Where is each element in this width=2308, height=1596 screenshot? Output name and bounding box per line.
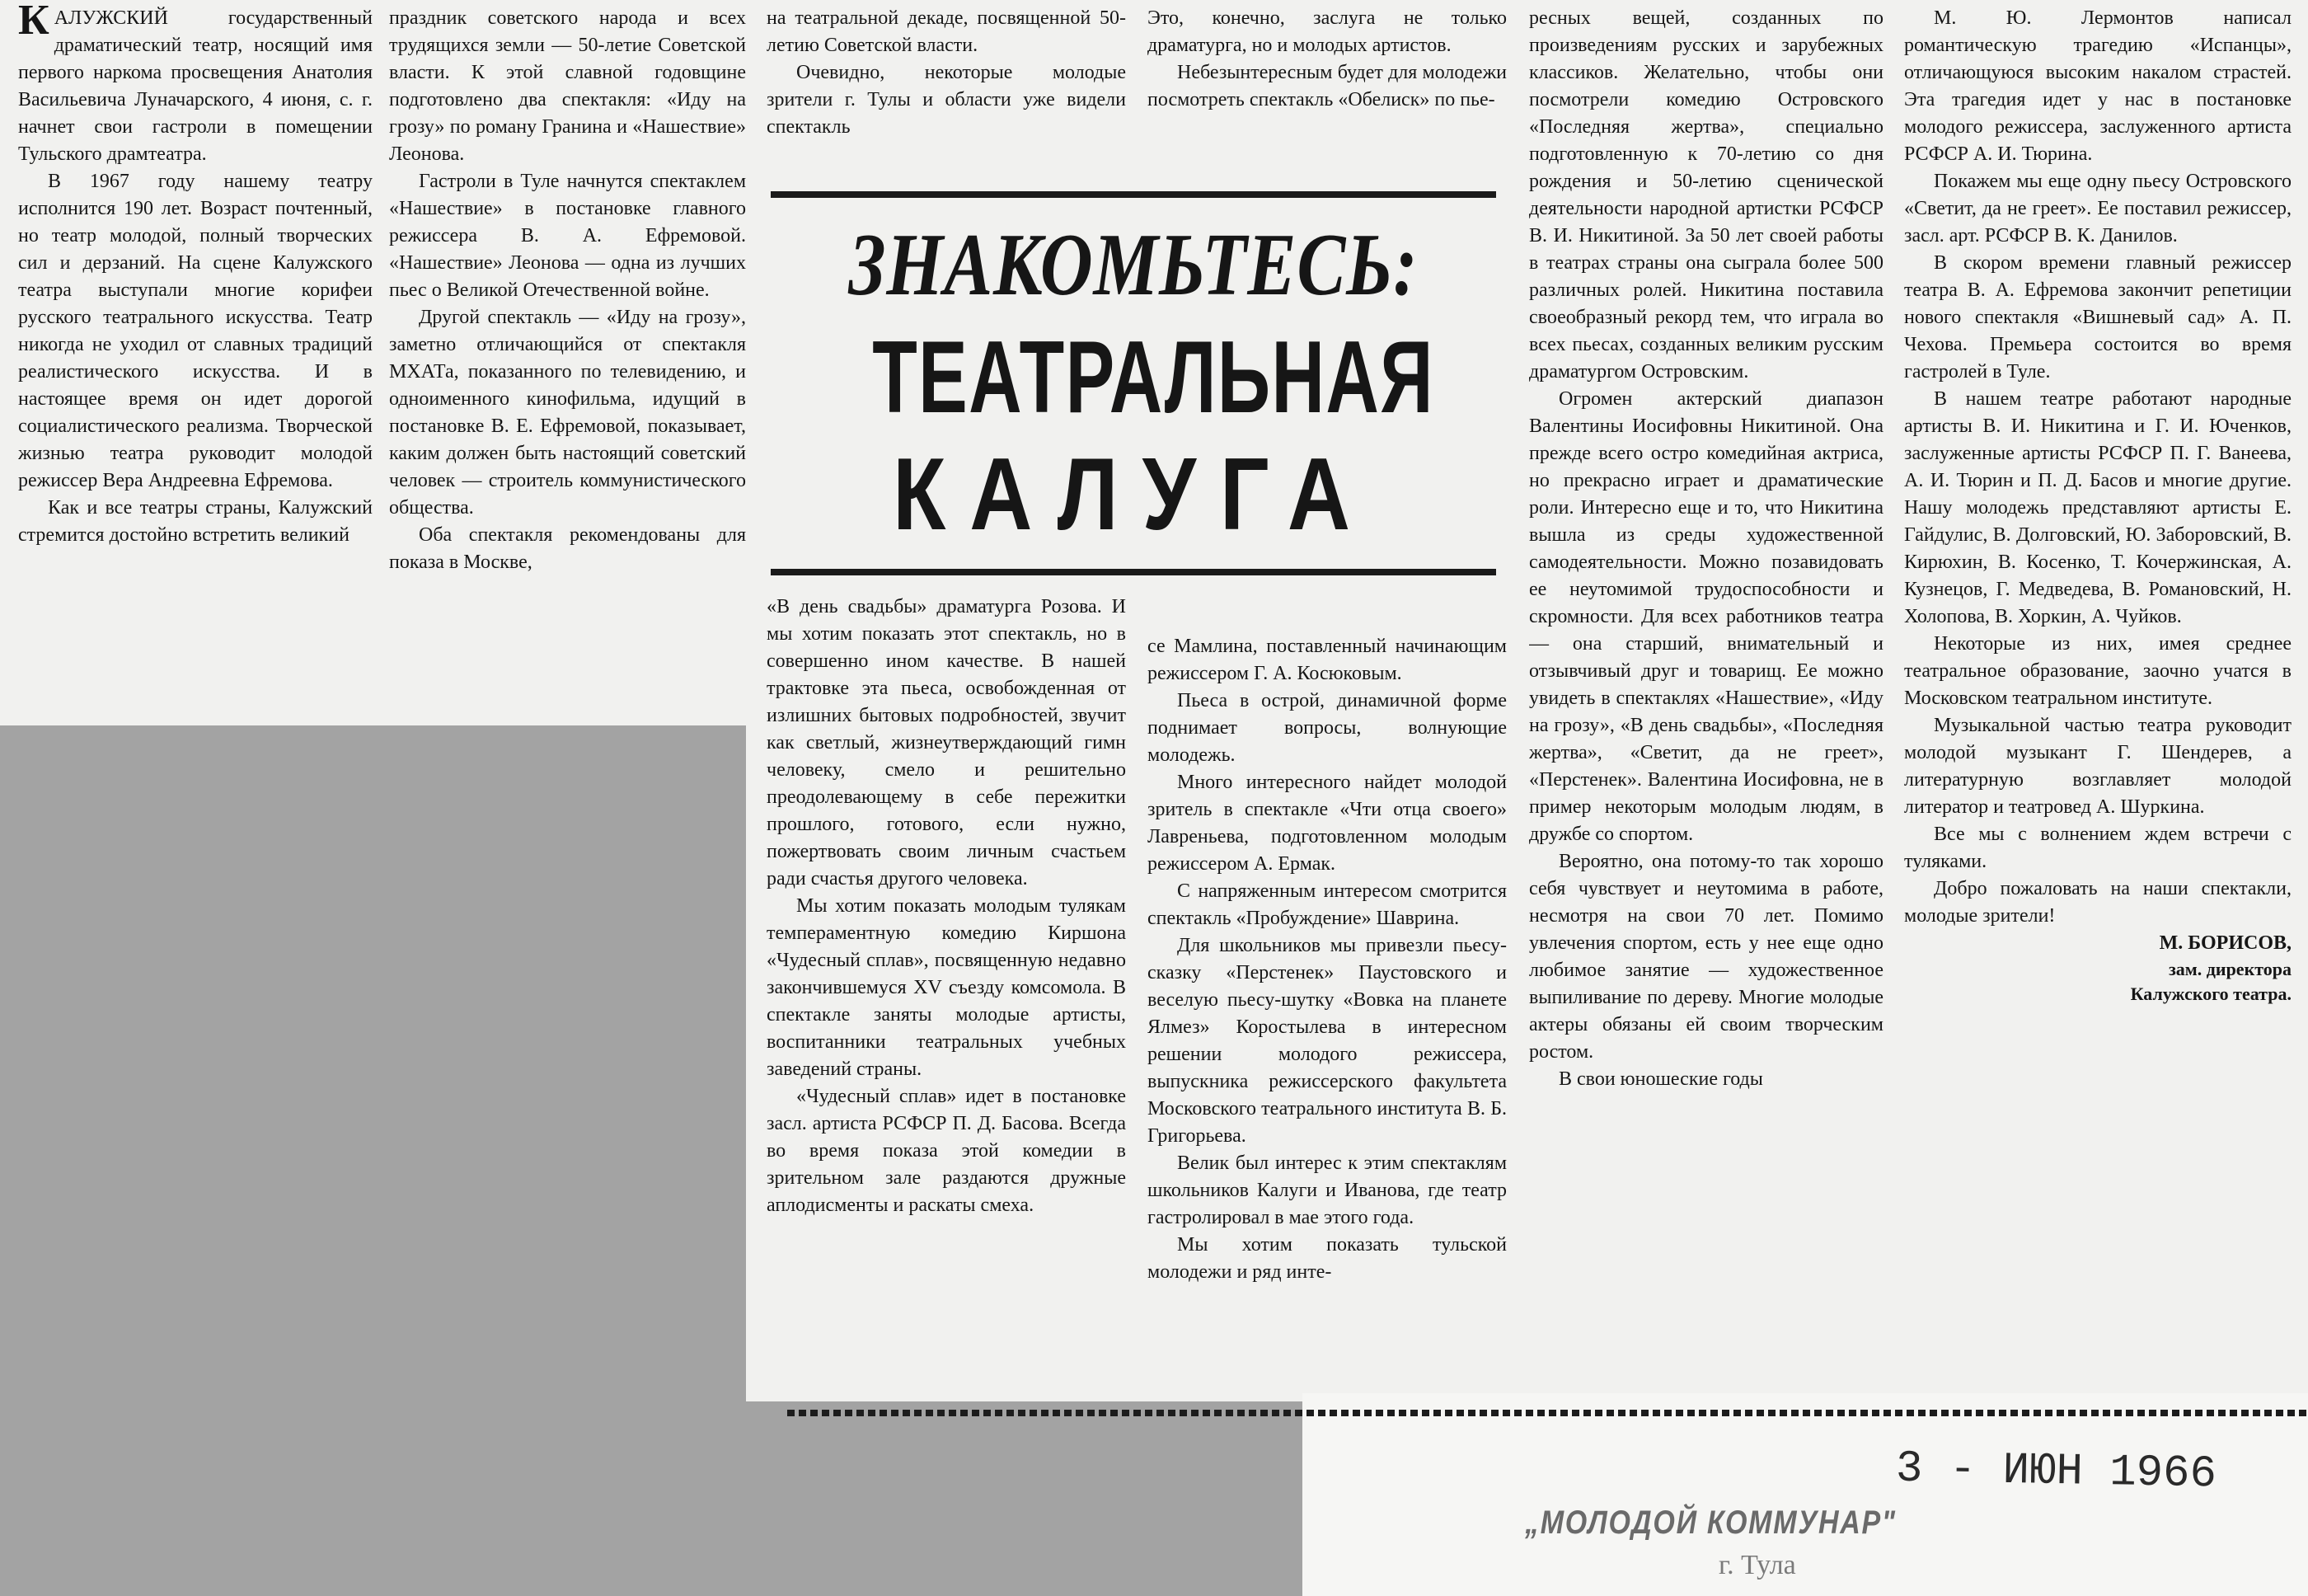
paragraph: Очевидно, некоторые молодые зрители г. Тулы и области уже видели спектакль	[767, 62, 1126, 138]
newspaper-masthead: „МОЛОДОЙ КОММУНАР"	[1525, 1504, 1897, 1541]
paragraph: М. Ю. Лермонтов написал романтическую трагедию «Испанцы», отличающуюся высоким накалом страстей. Эта трагедия идет у нас в постановке молодого режиссера, заслуженного артиста РСФСР А. И. Тюрина.	[1904, 7, 2292, 165]
article-column-4-top	[1147, 5, 1507, 186]
paragraph: Вероятно, она потому-то так хорошо себя чувствует и неутомима в работе, несмотря на свои 70 лет. Помимо увлечения спортом, есть у нее еще одно любимое занятие — художественное выпиливание по дереву. Многие молодые актеры обязаны ей своим творческим ростом.	[1529, 851, 1883, 1063]
article-column-5	[1529, 5, 1883, 1373]
paragraph-text: АЛУЖСКИЙ государственный драматический театр, носящий имя первого наркома просвещения Анатолия Васильевича Луначарского, 4 июня, с. г. начнет свои гастроли в помещении Тульского драмтеатра.	[18, 7, 373, 165]
article-column-3-bottom	[767, 594, 1126, 1385]
article-column-4-bottom	[1147, 633, 1507, 1385]
paragraph: В свои юношеские годы	[1559, 1068, 1763, 1090]
paragraph: «Чудесный сплав» идет в постановке засл. артиста РСФСР П. Д. Басова. Всегда во время показа этой комедии в зрительном зале раздаются дружные аплодисменты и раскаты смеха.	[767, 1086, 1126, 1216]
article-column-2	[389, 5, 746, 706]
paragraph: Много интересного найдет молодой зритель в спектакле «Чти отца своего» Лавреньева, подготовленном молодым режиссером А. Ермак.	[1147, 772, 1507, 875]
paragraph: Добро пожаловать на наши спектакли, молодые зрители!	[1904, 878, 2292, 927]
paragraph: Музыкальной частью театра руководит молодой музыкант Г. Шендерев, а литературную возглавляет молодой литератор и театровед А. Шуркина.	[1904, 715, 2292, 818]
headline-top-rule	[771, 191, 1496, 198]
paragraph: на театральной декаде, посвященной 50-летию Советской власти.	[767, 7, 1126, 56]
headline-line-3: КАЛУГА	[893, 438, 1374, 552]
author-role: зам. директора	[2168, 959, 2292, 979]
paragraph: Гастроли в Туле начнутся спектаклем «Нашествие» в постановке главного режиссера В. А. Ефремовой. «Нашествие» Леонова — одна из лучших пьес о Великой Отечественной войне.	[389, 171, 746, 301]
paragraph: Некоторые из них, имея среднее театральное образование, заочно учатся в Московском театральном институте.	[1904, 633, 2292, 709]
paragraph: Огромен актерский диапазон Валентины Иосифовны Никитиной. Она прежде всего остро комедийная актриса, но прекрасно играет и драматические роли. Интересно еще и то, что Никитина вышла из среды художественной самодеятельности. Можно позавидовать ее неутомимой трудоспособности и скромности. Для всех работников театра — она старший, внимательный и отзывчивый друг и товарищ. Ее можно увидеть в спектаклях «Нашествие», «Иду на грозу», «В день свадьбы», «Последняя жертва», «Светит, да не греет», «Перстенек». Валентина Иосифовна, не в пример некоторым молодым людям, в дружбе со спортом.	[1529, 388, 1883, 845]
paragraph: В 1967 году нашему театру исполнится 190 лет. Возраст почтенный, но театр молодой, полный творческих сил и дерзаний. На сцене Калужского театра выступали многие корифеи русского театрального искусства. Театр никогда не уходил от славных традиций реалистического искусства. И в настоящее время он идет дорогой социалистического реализма. Творческой жизнью театра руководит молодой режиссер Вера Андреевна Ефремова.	[18, 171, 373, 491]
article-column-3-top	[767, 5, 1126, 186]
paragraph: Покажем мы еще одну пьесу Островского «Светит, да не греет». Ее поставил режиссер, засл. арт. РСФСР В. К. Данилов.	[1904, 171, 2292, 246]
paragraph: Для школьников мы привезли пьесу-сказку «Перстенек» Паустовского и веселую пьесу-шутку «Вовка на планете Ялмез» Коростылева в интересном решении молодого режиссера, выпускника режиссерского факультета Московского театрального института В. Б. Григорьева.	[1147, 935, 1507, 1147]
paragraph: В нашем театре работают народные артисты В. И. Никитина и Г. И. Юченков, заслуженные артисты РСФСР П. Г. Ванеева, А. И. Тюрин и П. Д. Басов и многие другие. Нашу молодежь представляют артисты Е. Гайдулис, В. Долговский, Ю. Заборовский, В. Кирюхин, В. Косенко, Т. Кочержинская, А. Кузнецов, Г. Медведева, В. Романовский, Н. Холопова, В. Хоркин, А. Чуйков.	[1904, 388, 2292, 627]
paragraph: Все мы с волнением ждем встречи с туляками.	[1904, 824, 2292, 872]
paragraph: Велик был интерес к этим спектаклям школьников Калуги и Иванова, где театр гастролировал в мае этого года.	[1147, 1152, 1507, 1228]
newspaper-city: г. Тула	[1719, 1550, 1796, 1580]
paragraph: Оба спектакля рекомендованы для показа в Москве,	[389, 524, 746, 573]
perforation-line	[787, 1410, 2308, 1416]
paragraph: Как и все театры страны, Калужский стремится достойно встретить великий	[18, 497, 373, 546]
article-column-6	[1904, 5, 2292, 1373]
paragraph: се Мамлина, поставленный начинающим режиссером Г. А. Косюковым.	[1147, 636, 1507, 684]
headline-bottom-rule	[771, 569, 1496, 575]
paragraph: «В день свадьбы» драматурга Розова. И мы хотим показать этот спектакль, но в совершенно ином качестве. В нашей трактовке эта пьеса, освобожденная от излишних бытовых подробностей, звучит как светлый, жизнеутверждающий гимн человеку, смело и решительно преодолевающему в себе пережитки прошлого, готового, если нужно, пожертвовать своим личным счастьем ради счастья другого человека.	[767, 596, 1126, 890]
paragraph: Мы хотим показать тульской молодежи и ряд инте-	[1147, 1234, 1507, 1283]
headline-line-1: ЗНАКОМЬТЕСЬ:	[848, 216, 1419, 314]
paragraph: ресных вещей, созданных по произведениям русских и зарубежных классиков. Желательно, чтобы они посмотрели комедию Островского «Последняя жертва», специально подготовленную к 70-летию со дня рождения и 50-летию сценической деятельности народной артистки РСФСР В. И. Никитиной. За 50 лет своей работы в театрах страны она сыграла более 500 различных ролей. Никитина поставила своеобразный рекорд тем, что играла во всех пьесах, созданных великим русским драматургом Островским.	[1529, 7, 1883, 383]
paragraph: С напряженным интересом смотрится спектакль «Пробуждение» Шаврина.	[1147, 880, 1507, 929]
paragraph: Это, конечно, заслуга не только драматурга, но и молодых артистов.	[1147, 7, 1507, 56]
handwritten-date: 3 - ИЮН 1966	[1895, 1443, 2217, 1500]
paragraph: Другой спектакль — «Иду на грозу», заметно отличающийся от спектакля МХАТа, показанного по телевидению, и одноименного кинофильма, идущий в постановке В. Е. Ефремовой, показывает, каким должен быть настоящий советский человек — строитель коммунистического общества.	[389, 307, 746, 519]
paragraph: праздник советского народа и всех трудящихся земли — 50-летие Советской власти. К этой славной годовщине подготовлено два спектакля: «Иду на грозу» по роману Гранина и «Нашествие» Леонова.	[389, 7, 746, 165]
author-organization: Калужского театра.	[2130, 983, 2292, 1004]
scan-background	[746, 1401, 1302, 1596]
author-name: М. БОРИСОВ,	[2159, 932, 2292, 954]
paragraph	[18, 5, 373, 168]
paragraph: Небезынтересным будет для молодежи посмотреть спектакль «Обелиск» по пье-	[1147, 62, 1507, 110]
paragraph: Мы хотим показать молодым тулякам темпераментную комедию Киршона «Чудесный сплав», посвященную недавно закончившемуся XV съезду комсомола. В спектакле заняты молодые артисты, воспитанники театральных учебных заведений страны.	[767, 895, 1126, 1080]
paragraph: Пьеса в острой, динамичной форме поднимает вопросы, волнующие молодежь.	[1147, 690, 1507, 766]
article-column-1	[18, 5, 373, 706]
paragraph: В скором времени главный режиссер театра В. А. Ефремова закончит репетиции нового спектакля «Вишневый сад» А. П. Чехова. Премьера состоится во время гастролей в Туле.	[1904, 252, 2292, 383]
headline-line-2: ТЕАТРАЛЬНАЯ	[872, 321, 1434, 434]
drop-cap: К	[18, 5, 49, 44]
